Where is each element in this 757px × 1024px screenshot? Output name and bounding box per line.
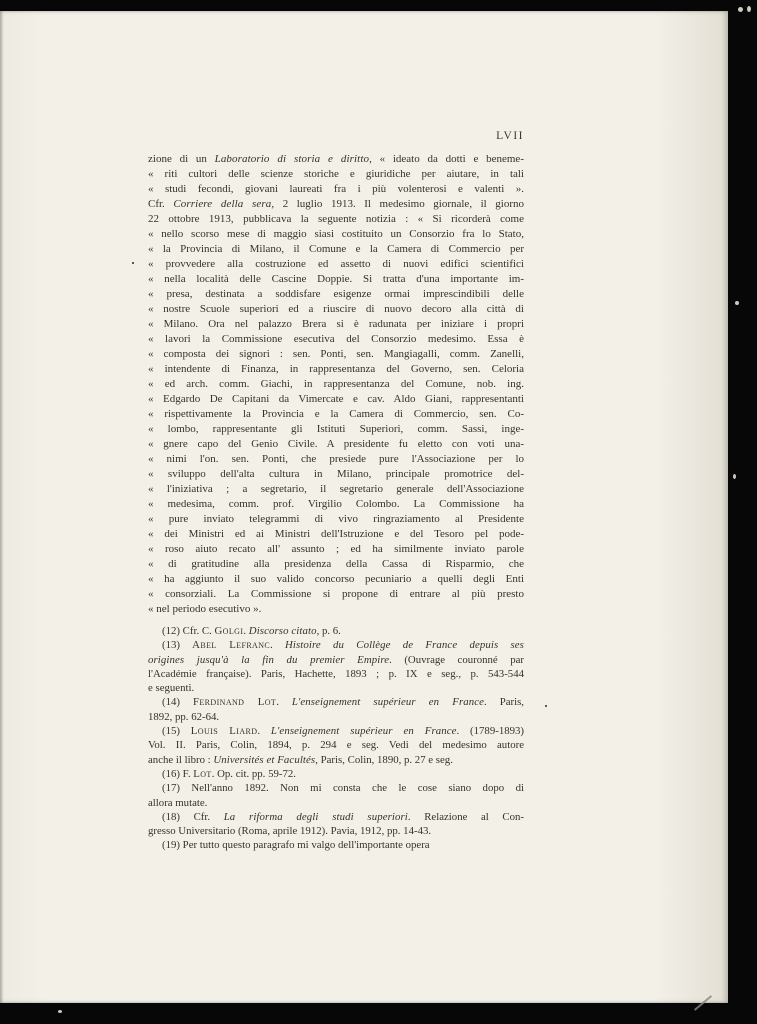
scan-border-right [728, 0, 757, 1024]
text-line: « lavori la Commissione esecutiva del Consorzio medesimo. Essa è [148, 333, 524, 345]
text-line: « di gratitudine alla presidenza della Cassa di Risparmio, che [148, 558, 524, 570]
text-line: « medesima, comm. prof. Virgilio Colombo. La Commissione ha [148, 498, 524, 510]
text-line: gresso Universitario (Roma, aprile 1912). Pavia, 1912, pp. 14-43. [148, 825, 432, 838]
text-line: « roso aiuto recato all' assunto ; ed ha similmente inviato parole [148, 543, 524, 555]
text-line: « pure inviato telegrammi di vivo ringraziamento al Presidente [148, 513, 524, 525]
text-line: « dei Ministri ed ai Ministri dell'Istruzione e del Tesoro pel pode- [148, 528, 524, 540]
text-line: « lombo, rappresentante gli Istituti Superiori, comm. Sassi, inge- [148, 423, 524, 435]
footnote [148, 695, 524, 724]
scan-speck [738, 7, 743, 12]
text-block [148, 152, 524, 853]
text-line: origines jusqu'à la fin du premier Empire. (Ouvrage couronné par [148, 653, 524, 666]
text-line: « intendente di Finanza, in rappresentanza del Governo, sen. Celoria [148, 363, 524, 375]
text-line: (15) Louis Liard. L'enseignement supérieur en France. (1789-1893) [162, 725, 525, 738]
paragraph [148, 152, 524, 617]
ink-speck [132, 262, 134, 264]
text-line: « Edgardo De Capitani da Vimercate e cav. Aldo Giani, rappresentanti [148, 393, 524, 405]
footnote [148, 810, 524, 839]
text-line: (18) Cfr. La riforma degli studi superiori. Relazione al Con- [162, 810, 524, 823]
footnote [148, 724, 524, 767]
text-line: « ed arch. comm. Giachi, in rappresentanza del Comune, nob. ing. [148, 378, 524, 390]
text-line: « provvedere alla costruzione ed assetto di nuovi edifici scientifici [148, 258, 524, 270]
page-number: LVII [496, 130, 524, 142]
text-line: (17) Nell'anno 1892. Non mi consta che le cose siano dopo di [162, 782, 524, 795]
text-line: anche il libro : Universités et Facultés, Paris, Colin, 1890, p. 27 e seg. [148, 753, 453, 766]
footnote [148, 838, 524, 852]
text-line: (19) Per tutto questo paragrafo mi valgo dell'importante opera [162, 839, 430, 852]
text-line: « la Provincia di Milano, il Comune e la Camera di Commercio per [148, 243, 524, 255]
text-line: « l'iniziativa ; a segretario, il segretario generale dell'Associazione [148, 483, 524, 495]
footnote [148, 781, 524, 810]
text-line: « sviluppo dell'alta cultura in Milano, principale promotrice del- [148, 468, 524, 480]
scan-speck [733, 474, 736, 479]
text-line: allora mutate. [148, 796, 208, 809]
text-line: e seguenti. [148, 682, 195, 695]
text-line: 22 ottobre 1913, pubblicava la seguente notizia : « Si ricorderà come [148, 213, 524, 225]
text-line: (14) Ferdinand Lot. L'enseignement supérieur en France. Paris, [162, 696, 524, 709]
footnote [148, 624, 524, 638]
text-line: Cfr. Corriere della sera, 2 luglio 1913. Il medesimo giornale, il giorno [148, 198, 524, 210]
text-line: 1892, pp. 62-64. [148, 710, 220, 723]
text-line: « Milano. Ora nel palazzo Brera si è radunata per iniziare i propri [148, 318, 524, 330]
footnote [148, 638, 524, 695]
text-line: « composta dei signori : sen. Ponti, sen. Mangiagalli, comm. Zanelli, [148, 348, 524, 360]
footnote [148, 767, 524, 781]
text-line: (16) F. Lot. Op. cit. pp. 59-72. [162, 767, 296, 780]
text-line: l'Académie française). Paris, Hachette, 1893 ; p. IX e seg., p. 543-544 [148, 667, 524, 680]
text-line: « studi fecondi, giovani laureati fra i più volenterosi e valenti ». [148, 183, 524, 195]
text-line: (13) Abel Lefranc. Histoire du Collège de France depuis ses [162, 639, 524, 652]
ink-speck [545, 705, 547, 707]
text-column [148, 130, 524, 853]
text-line: « rispettivamente la Provincia e la Camera di Commercio, sen. Co- [148, 408, 524, 420]
text-line: « riti cultori delle scienze storiche e giuridiche per aiutare, in tali [148, 168, 524, 180]
text-line: « nimi l'on. sen. Ponti, che presiede pure l'Associazione per lo [148, 453, 524, 465]
text-line: « ha aggiunto il suo valido concorso pecuniario a quelli degli Enti [148, 573, 524, 585]
text-line: « nel periodo esecutivo ». [148, 603, 262, 615]
scan-speck [747, 6, 751, 12]
text-line: Vol. II. Paris, Colin, 1894, p. 294 e seg. Vedi del medesimo autore [148, 739, 524, 752]
text-line: zione di un Laboratorio di storia e diritto, « ideato da dotti e beneme- [148, 153, 524, 165]
scan-speck [735, 301, 739, 305]
scan-border-bottom [0, 1003, 757, 1024]
text-line: « nella località delle Cascine Doppie. Si tratta d'una importante im- [148, 273, 524, 285]
text-line: « gnere capo del Genio Civile. A presidente fu eletto con voti una- [148, 438, 524, 450]
text-line: « presa, destinata a soddisfare esigenze ormai imprescindibili delle [148, 288, 524, 300]
text-line: « consorziali. La Commissione si propone di entrare al più presto [148, 588, 524, 600]
scan-border-top [0, 0, 757, 11]
text-line: « nello scorso mese di maggio siasi costituito un Consorzio fra lo Stato, [148, 228, 524, 240]
scan-speck [58, 1010, 62, 1013]
text-line: « nostre Scuole superiori ed a riuscire di nuovo decoro alla città di [148, 303, 524, 315]
text-line: (12) Cfr. C. Golgi. Discorso citato, p. 6. [162, 625, 341, 637]
